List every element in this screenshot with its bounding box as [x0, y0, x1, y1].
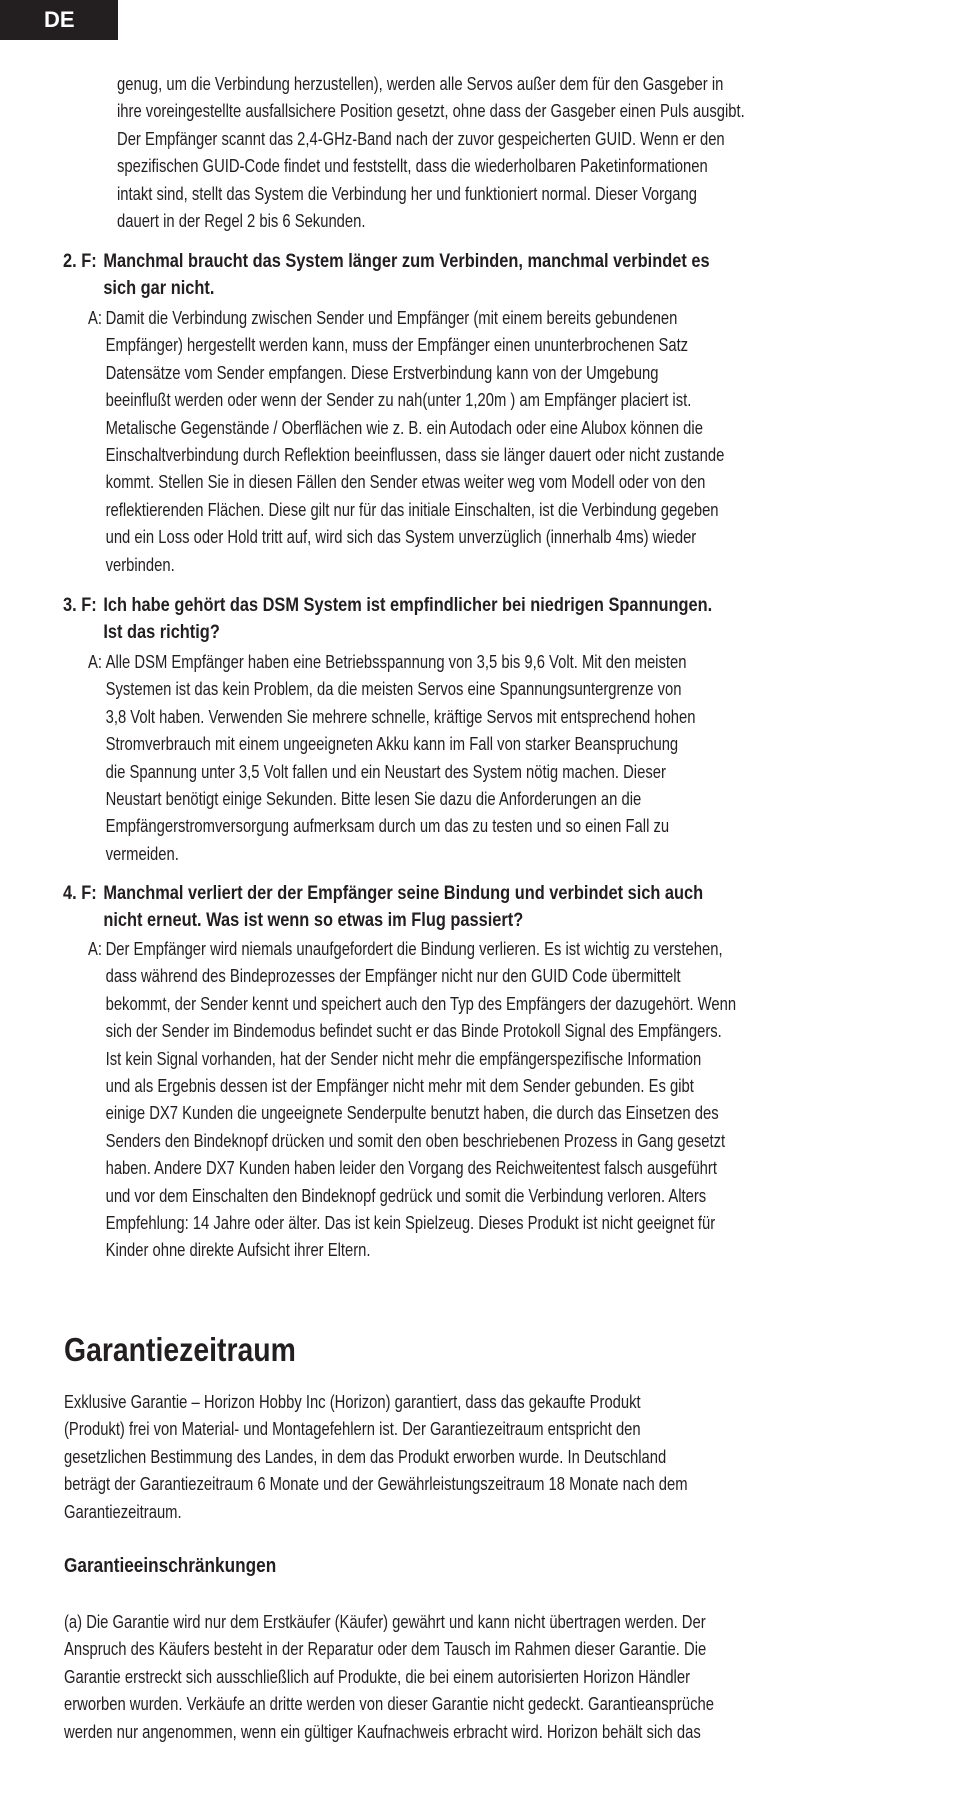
answer-line: vermeiden.	[105, 842, 179, 864]
answer-line: kommt. Stellen Sie in diesen Fällen den Sender etwas weiter weg vom Modell oder von den	[105, 471, 706, 493]
intro-line: dauert in der Regel 2 bis 6 Sekunden.	[117, 210, 366, 232]
paragraph-line: gesetzlichen Bestimmung des Landes, in dem das Produkt erworben wurde. In Deutschland	[64, 1445, 667, 1467]
language-tab: DE	[0, 0, 118, 40]
intro-line: ihre voreingestellte ausfallsichere Position gesetzt, ohne dass der Gasgeber einen Puls ausgibt.	[117, 100, 745, 122]
faq-question-3	[63, 592, 937, 647]
answer-line: Datensätze vom Sender empfangen. Diese Erstverbindung kann von der Umgebung	[105, 361, 659, 383]
warranty-limits-paragraph	[64, 1608, 888, 1745]
answer-line: Stromverbrauch mit einem ungeeigneten Akku kann im Fall von starker Beanspruchung	[105, 733, 679, 755]
answer-line: verbinden.	[105, 553, 175, 575]
faq-question-line: Manchmal verliert der der Empfänger seine Bindung und verbindet sich auch	[103, 882, 704, 904]
paragraph-line: Anspruch des Käufers besteht in der Reparatur oder dem Tausch im Rahmen dieser Garantie. Die	[64, 1638, 707, 1660]
answer-line: Metalische Gegenstände / Oberflächen wie z. B. ein Autodach oder eine Alubox können die	[105, 416, 703, 438]
intro-line: genug, um die Verbindung herzustellen), werden alle Servos außer dem für den Gasgeber in	[117, 73, 724, 94]
intro-line: intakt sind, stellt das System die Verbindung her und funktioniert normal. Dieser Vorgang	[117, 182, 697, 204]
faq-question-line: nicht erneut. Was ist wenn so etwas im Flug passiert?	[103, 909, 524, 932]
paragraph-line: Garantie erstreckt sich ausschließlich auf Produkte, die bei einem autorisierten Horizon Händler	[64, 1665, 691, 1687]
answer-line: reflektierenden Flächen. Diese gilt nur für das initiale Einschalten, ist die Verbindung gegeben	[105, 498, 719, 520]
answer-line: die Spannung unter 3,5 Volt fallen und ein Neustart des System nötig machen. Dieser	[105, 760, 666, 782]
answer-line: Ist kein Signal vorhanden, hat der Sender nicht mehr die empfängerspezifische Information	[105, 1047, 702, 1069]
answer-line: Empfänger) hergestellt werden kann, muss der Empfänger einen ununterbrochenen Satz	[105, 334, 689, 356]
answer-line: Empfehlung: 14 Jahre oder älter. Das ist kein Spielzeug. Dieses Produkt ist nicht geeignet für	[105, 1212, 716, 1234]
faq-question-2	[63, 248, 937, 303]
answer-line: und als Ergebnis dessen ist der Empfänger nicht mehr mit dem Sender gebunden. Es gibt	[105, 1075, 694, 1097]
faq-answer-3	[88, 648, 888, 867]
faq-number: 2. F:	[63, 250, 97, 272]
answer-line: Kinder ohne direkte Aufsicht ihrer Eltern.	[105, 1239, 371, 1261]
section-subtitle: Garantieeinschränkungen	[64, 1555, 277, 1577]
faq-answer-4	[88, 935, 888, 1264]
answer-line: Der Empfänger wird niemals unaufgefordert die Bindung verlieren. Es ist wichtig zu verstehen,	[105, 938, 723, 959]
answer-line: Systemen ist das kein Problem, da die meisten Servos eine Spannungsuntergrenze von	[105, 678, 682, 700]
paragraph-line: beträgt der Garantiezeitraum 6 Monate und der Gewährleistungszeitraum 18 Monate nach dem	[64, 1473, 688, 1495]
faq-question-line: sich gar nicht.	[103, 277, 215, 300]
answer-line: sich der Sender im Bindemodus befindet sucht er das Binde Protokoll Signal des Empfängers.	[105, 1020, 722, 1042]
warranty-intro-paragraph	[64, 1388, 888, 1525]
faq-answer-2	[88, 304, 888, 578]
faq-question-line: Manchmal braucht das System länger zum Verbinden, manchmal verbindet es	[103, 250, 710, 272]
intro-paragraph	[117, 70, 889, 234]
answer-line: Damit die Verbindung zwischen Sender und Empfänger (mit einem bereits gebundenen	[105, 307, 678, 328]
section-title: Garantiezeitraum	[64, 1331, 296, 1368]
answer-line: einige DX7 Kunden die ungeeignete Senderpulte benutzt haben, die durch das Einsetzen des	[105, 1102, 719, 1124]
faq-number: 3. F:	[63, 594, 97, 616]
faq-number: 4. F:	[63, 882, 97, 904]
faq-question-line: Ist das richtig?	[103, 621, 220, 644]
answer-line: haben. Andere DX7 Kunden haben leider den Vorgang des Reichweitentest falsch ausgeführt	[105, 1157, 717, 1179]
answer-line: beeinflußt werden oder wenn der Sender zu nah(unter 1,20m ) am Empfänger placiert ist.	[105, 389, 692, 411]
answer-line: dass während des Bindeprozesses der Empfänger nicht nur den GUID Code übermittelt	[105, 965, 681, 987]
answer-line: Einschaltverbindung durch Reflektion beeinflussen, dass sie länger dauert oder nicht zustande	[105, 444, 725, 466]
answer-line: Senders den Bindeknopf drücken und somit den oben beschriebenen Prozess in Gang gesetzt	[105, 1129, 726, 1151]
answer-line: Alle DSM Empfänger haben eine Betriebsspannung von 3,5 bis 9,6 Volt. Mit den meisten	[105, 651, 687, 672]
answer-line: Empfängerstromversorgung aufmerksam durch um das zu testen und so einen Fall zu	[105, 815, 670, 837]
paragraph-line: (Produkt) frei von Material- und Montagefehlern ist. Der Garantiezeitraum entspricht den	[64, 1418, 641, 1440]
paragraph-line: erworben wurden. Verkäufe an dritte werden von dieser Garantie nicht gedeckt. Garantieansprüche	[64, 1693, 714, 1715]
answer-label: A:	[88, 938, 102, 959]
answer-label: A:	[88, 651, 102, 672]
paragraph-line: Garantiezeitraum.	[64, 1500, 182, 1522]
answer-line: und ein Loss oder Hold tritt auf, wird sich das System unverzüglich (innerhalb 4ms) wieder	[105, 526, 697, 548]
paragraph-line: (a) Die Garantie wird nur dem Erstkäufer (Käufer) gewährt und kann nicht übertragen werden. Der	[64, 1611, 706, 1632]
faq-question-4	[63, 880, 937, 935]
faq-question-line: Ich habe gehört das DSM System ist empfindlicher bei niedrigen Spannungen.	[103, 594, 713, 616]
answer-label: A:	[88, 307, 102, 328]
paragraph-line: Exklusive Garantie – Horizon Hobby Inc (Horizon) garantiert, dass das gekaufte Produkt	[64, 1391, 641, 1412]
answer-line: 3,8 Volt haben. Verwenden Sie mehrere schnelle, kräftige Servos mit entsprechend hohen	[105, 705, 696, 727]
answer-line: bekommt, der Sender kennt und speichert auch den Typ des Empfängers der dazugehört. Wenn	[105, 992, 737, 1014]
answer-line: und vor dem Einschalten den Bindeknopf gedrück und somit die Verbindung verloren. Alters	[105, 1184, 707, 1206]
intro-line: Der Empfänger scannt das 2,4-GHz-Band nach der zuvor gespeicherten GUID. Wenn er den	[117, 127, 725, 149]
paragraph-line: werden nur angenommen, wenn ein gültiger Kaufnachweis erbracht wird. Horizon behält sich das	[64, 1720, 701, 1742]
answer-line: Neustart benötigt einige Sekunden. Bitte lesen Sie dazu die Anforderungen an die	[105, 788, 642, 810]
intro-line: spezifischen GUID-Code findet und feststellt, dass die wiederholbaren Paketinformationen	[117, 155, 708, 177]
